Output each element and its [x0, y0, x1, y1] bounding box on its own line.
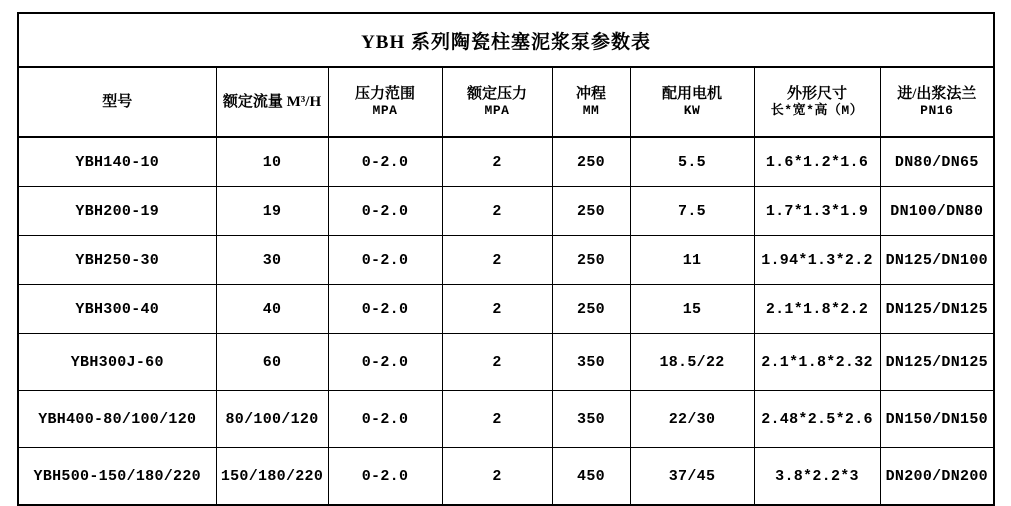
table-row [18, 187, 994, 236]
table-title-row [18, 13, 994, 67]
table-row [18, 285, 994, 334]
column-header-pressure-range-sub: MPA [372, 103, 398, 119]
cell-rated-pressure: 2 [442, 285, 552, 334]
column-header-dimensions-main: 外形尺寸 [786, 85, 847, 102]
cell-stroke: 250 [552, 137, 630, 187]
column-header-model-main: 型号 [102, 93, 133, 110]
cell-rated-pressure: 2 [442, 391, 552, 448]
cell-motor: 5.5 [630, 137, 754, 187]
cell-stroke: 250 [552, 187, 630, 236]
column-header-rated-pressure-sub: MPA [484, 103, 510, 119]
cell-motor: 22/30 [630, 391, 754, 448]
cell-dimensions: 3.8*2.2*3 [754, 448, 880, 506]
column-header-rated-flow [216, 67, 328, 137]
column-header-pressure-range-main: 压力范围 [354, 85, 415, 102]
cell-flange: DN80/DN65 [880, 137, 994, 187]
column-header-stroke [552, 67, 630, 137]
cell-rated-flow: 80/100/120 [216, 391, 328, 448]
column-header-stroke-sub: MM [582, 103, 600, 119]
cell-rated-pressure: 2 [442, 187, 552, 236]
cell-rated-pressure: 2 [442, 448, 552, 506]
cell-model: YBH200-19 [18, 187, 216, 236]
column-header-rated-flow-main: 额定流量 M³/H [222, 93, 322, 110]
table-row [18, 391, 994, 448]
cell-dimensions: 1.94*1.3*2.2 [754, 236, 880, 285]
cell-dimensions: 1.6*1.2*1.6 [754, 137, 880, 187]
column-header-flange-main: 进/出浆法兰 [897, 85, 977, 102]
cell-pressure-range: 0-2.0 [328, 137, 442, 187]
cell-rated-flow: 30 [216, 236, 328, 285]
cell-flange: DN125/DN125 [880, 334, 994, 391]
cell-dimensions: 2.48*2.5*2.6 [754, 391, 880, 448]
column-header-motor-main: 配用电机 [661, 85, 722, 102]
cell-flange: DN200/DN200 [880, 448, 994, 506]
column-header-rated-pressure [442, 67, 552, 137]
cell-stroke: 350 [552, 334, 630, 391]
table-title: YBH 系列陶瓷柱塞泥浆泵参数表 [18, 13, 994, 67]
parameter-table [17, 12, 995, 506]
cell-motor: 7.5 [630, 187, 754, 236]
cell-rated-pressure: 2 [442, 334, 552, 391]
cell-motor: 15 [630, 285, 754, 334]
cell-flange: DN100/DN80 [880, 187, 994, 236]
column-header-model [18, 67, 216, 137]
cell-rated-flow: 10 [216, 137, 328, 187]
cell-pressure-range: 0-2.0 [328, 334, 442, 391]
cell-pressure-range: 0-2.0 [328, 391, 442, 448]
table-row [18, 137, 994, 187]
cell-rated-flow: 150/180/220 [216, 448, 328, 506]
cell-dimensions: 2.1*1.8*2.2 [754, 285, 880, 334]
cell-motor: 11 [630, 236, 754, 285]
cell-rated-pressure: 2 [442, 137, 552, 187]
column-header-flange [880, 67, 994, 137]
cell-model: YBH250-30 [18, 236, 216, 285]
cell-model: YBH140-10 [18, 137, 216, 187]
table-row [18, 334, 994, 391]
cell-rated-pressure: 2 [442, 236, 552, 285]
cell-stroke: 450 [552, 448, 630, 506]
cell-model: YBH400-80/100/120 [18, 391, 216, 448]
table-row [18, 236, 994, 285]
cell-flange: DN125/DN125 [880, 285, 994, 334]
column-header-motor [630, 67, 754, 137]
document-sheet [0, 12, 1011, 488]
column-header-motor-sub: KW [683, 103, 701, 119]
cell-rated-flow: 40 [216, 285, 328, 334]
column-header-pressure-range [328, 67, 442, 137]
cell-stroke: 250 [552, 285, 630, 334]
cell-dimensions: 1.7*1.3*1.9 [754, 187, 880, 236]
cell-flange: DN150/DN150 [880, 391, 994, 448]
cell-stroke: 350 [552, 391, 630, 448]
cell-model: YBH300-40 [18, 285, 216, 334]
cell-dimensions: 2.1*1.8*2.32 [754, 334, 880, 391]
table-row [18, 448, 994, 506]
cell-pressure-range: 0-2.0 [328, 285, 442, 334]
table-body [18, 137, 994, 505]
cell-motor: 18.5/22 [630, 334, 754, 391]
cell-motor: 37/45 [630, 448, 754, 506]
cell-pressure-range: 0-2.0 [328, 187, 442, 236]
cell-pressure-range: 0-2.0 [328, 236, 442, 285]
cell-model: YBH300J-60 [18, 334, 216, 391]
cell-flange: DN125/DN100 [880, 236, 994, 285]
column-header-flange-sub: PN16 [920, 103, 954, 119]
table-header-row [18, 67, 994, 137]
cell-rated-flow: 60 [216, 334, 328, 391]
cell-rated-flow: 19 [216, 187, 328, 236]
column-header-dimensions [754, 67, 880, 137]
cell-pressure-range: 0-2.0 [328, 448, 442, 506]
cell-model: YBH500-150/180/220 [18, 448, 216, 506]
cell-stroke: 250 [552, 236, 630, 285]
column-header-dimensions-sub: 长*宽*高（M） [770, 103, 864, 119]
column-header-stroke-main: 冲程 [575, 85, 606, 102]
column-header-rated-pressure-main: 额定压力 [466, 85, 527, 102]
